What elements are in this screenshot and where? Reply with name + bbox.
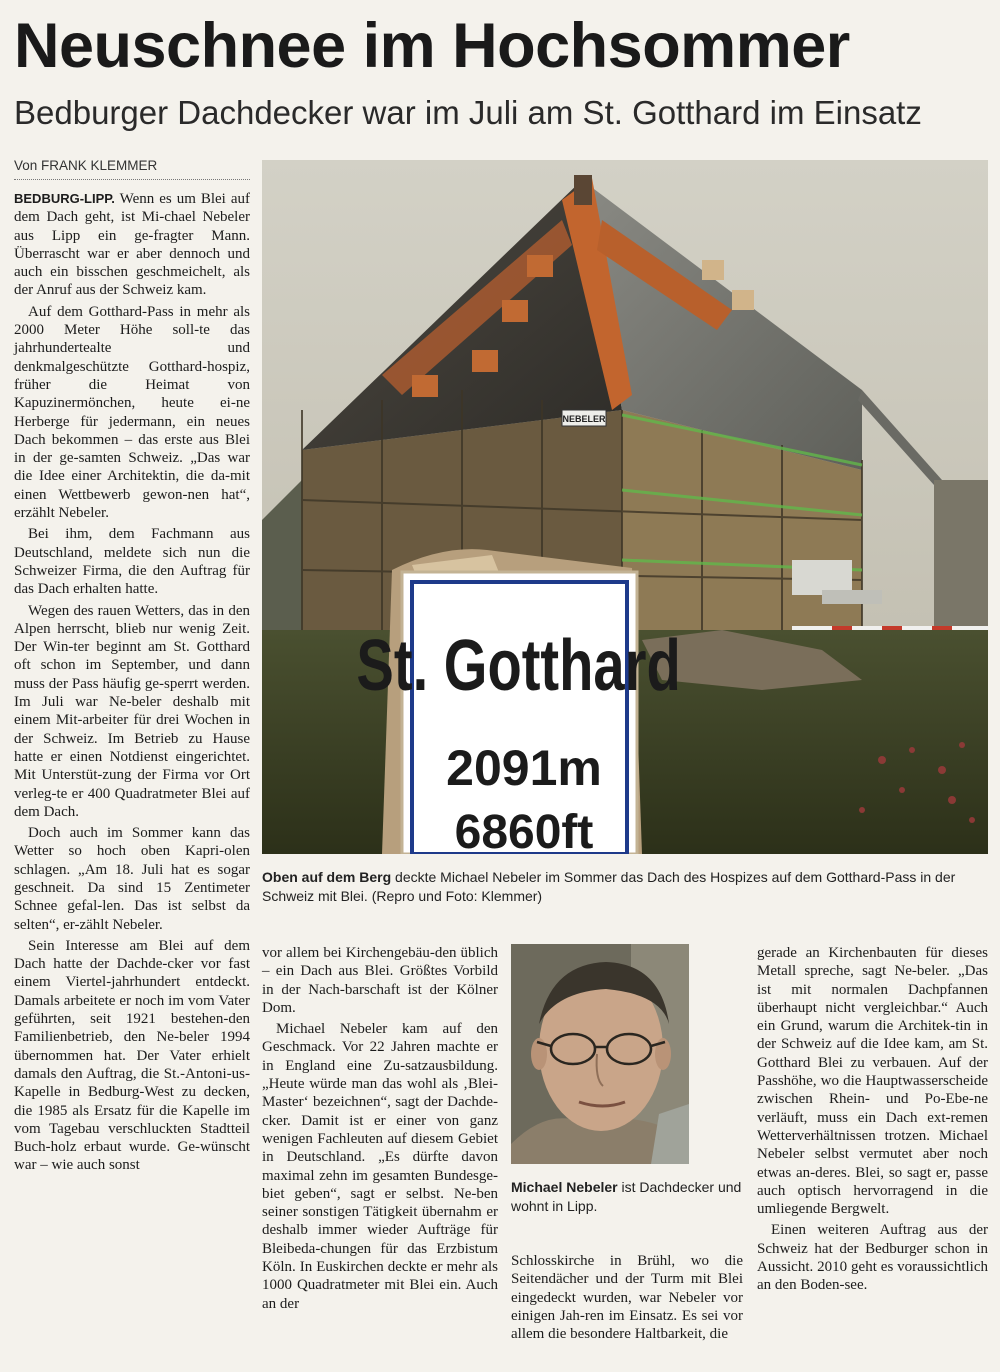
article-column-4 [757, 944, 988, 1298]
article-paragraph [14, 190, 250, 300]
portrait-photo [511, 944, 689, 1164]
hospiz-photo [262, 160, 988, 854]
article-paragraph: gerade an Kirchenbauten für dieses Metall spreche, sagt Ne-beler. „Das ist mit normalen Dachpfannen überhaupt nicht vergleichbar.“ Auch ein Grund, warum die Architek-tin in der Schweiz auf die Idee kam, am St. Gotthard Blei zu verbauen. Auf der Passhöhe, wo die Hauptwasserscheide zwischen Rhein- und Po-Ebe-ne verläuft, muss ein Dach ext-remen Wetterverhältnissen trotzen. Michael Nebeler selbst vermutet aber noch etwas an-deres. Blei, so sagt er, passe auch optisch hervorragend in die umliegende Bergwelt. [757, 945, 988, 1218]
portrait-illustration [511, 944, 689, 1164]
caption-lead: Oben auf dem Berg [262, 869, 392, 885]
main-photo-caption [262, 868, 988, 906]
portrait-caption [511, 1178, 743, 1216]
article-paragraph: Schlosskirche in Brühl, wo die Seitendächer und der Turm mit Blei eingedeckt wurden, war Nebeler vor einigen Jah-ren im Einsatz. Es sei vor allem die besondere Haltbarkeit, die [511, 1253, 743, 1343]
article-column-1 [14, 190, 250, 1178]
caption-text: deckte Michael Nebeler im Sommer das Dach des Hospizes auf dem Gotthard-Pass in der Schweiz mit Blei. (Repro und Foto: Klemmer) [262, 869, 956, 904]
article-paragraph: Wegen des rauen Wetters, das in den Alpen herrscht, blieb nur wenig Zeit. Der Win-ter beginnt am St. Gotthard oft schon im September, und dann muss der Pass häufig ge-sperrt werden. Im Juli war Ne-beler deshalb mit einem Mit-arbeiter für drei Wochen in der Schweiz. Im Betrieb zu Hause hatte er einen Notdienst eingerichtet. Mit Unterstüt-zung der Firma vor Ort verleg-te er 400 Quadratmeter Blei auf dem Dach. [14, 602, 250, 820]
article-paragraph: Sein Interesse am Blei auf dem Dach hatte der Dachde-cker vor fast einem Viertel-jahrhundert entdeckt. Damals arbeitete er noch im vom Vater geführten, seit 1921 bestehen-den Familienbetrieb, den Ne-beler 1994 übernommen hat. Der Vater erhielt damals den Auftrag, die St.-Antoni-us-Kapelle in Bedburg-West zu decken, die 1985 als Ersatz für die Kapelle im vom Tagebau verschluckten Stadtteil Buch-holz erbaut wurde. Ge-wünscht war – wie auch sonst [14, 937, 250, 1174]
paragraph-text: Wenn es um Blei auf dem Dach geht, ist Mi-chael Nebeler aus Lipp ein ge-fragter Mann. Überrascht war er aber dennoch und auch ein bisschen geschmeichelt, als der Anruf aus der Schweiz kam. [14, 191, 250, 299]
article-paragraph: vor allem bei Kirchengebäu-den üblich – ein Dach aus Blei. Größtes Vorbild in der Nach-barschaft ist der Kölner Dom. [262, 945, 498, 1016]
subheadline: Bedburger Dachdecker war im Juli am St. Gotthard im Einsatz [14, 94, 922, 131]
byline: Von FRANK KLEMMER [14, 156, 250, 180]
sign-line-3: 6860ft [454, 806, 594, 854]
article-paragraph: Doch auch im Sommer kann das Wetter so hoch oben Kapri-olen schlagen. „Am 18. Juli hat es sogar geschneit. Da sind 15 Zentimeter Schnee gefal-len. Das ist selbst da selten“, er-zählt Nebeler. [14, 825, 250, 933]
scaffold-sign: NEBELER [562, 414, 606, 424]
hospiz-photo-illustration [262, 160, 988, 854]
caption-text: ist Dachdecker und wohnt in Lipp. [511, 1179, 742, 1214]
article-paragraph: Michael Nebeler kam auf den Geschmack. Vor 22 Jahren machte er in England eine Zu-satzausbildung. „Heute würde man das wohl als ‚Blei-Master‘ bezeichnen“, sagt der Dachde-cker. Damit ist er einer von ganz wenigen Fachleuten auf diesem Gebiet in Deutschland. „Es dürfte davon maximal zehn im gesamten Bundesge-biet geben“, sagt er selbst. Ne-ben seiner sonstigen Tätigkeit übernahm er deshalb immer wieder Aufträge für Bleibeda-chungen für das Erzbistum Köln. In Euskirchen deckte er mehr als 1000 Quadratmeter mit Blei ein. Auch an der [262, 1021, 498, 1312]
dateline: BEDBURG-LIPP. [14, 191, 115, 206]
caption-lead: Michael Nebeler [511, 1179, 618, 1195]
sign-line-1: St. Gotthard [356, 625, 681, 706]
article-paragraph: Einen weiteren Auftrag aus der Schweiz hat der Bedburger schon in Aussicht. 2010 geht es voraussichtlich an den Boden-see. [757, 1222, 988, 1294]
article-paragraph: Auf dem Gotthard-Pass in mehr als 2000 Meter Höhe soll-te das jahrhundertealte und denkmalgeschützte Gotthard-hospiz, früher die Heimat von Kapuzinermönchen, heute ei-ne Herberge für jedermann, ein neues Dach bekommen – das erste aus Blei in der ge-samten Schweiz. „Das war die Idee einer Architektin, die da-mit einen Wettbewerb gewon-nen hat“, erzählt Nebeler. [14, 303, 250, 522]
headline: Neuschnee im Hochsommer [14, 11, 850, 81]
article-column-2 [262, 944, 498, 1316]
article-column-3 [511, 1252, 743, 1346]
sign-line-2: 2091m [446, 740, 602, 796]
article-paragraph: Bei ihm, dem Fachmann aus Deutschland, meldete sich nun die Schweizer Firma, die den Auftrag für das Dach erhalten hatte. [14, 526, 250, 598]
